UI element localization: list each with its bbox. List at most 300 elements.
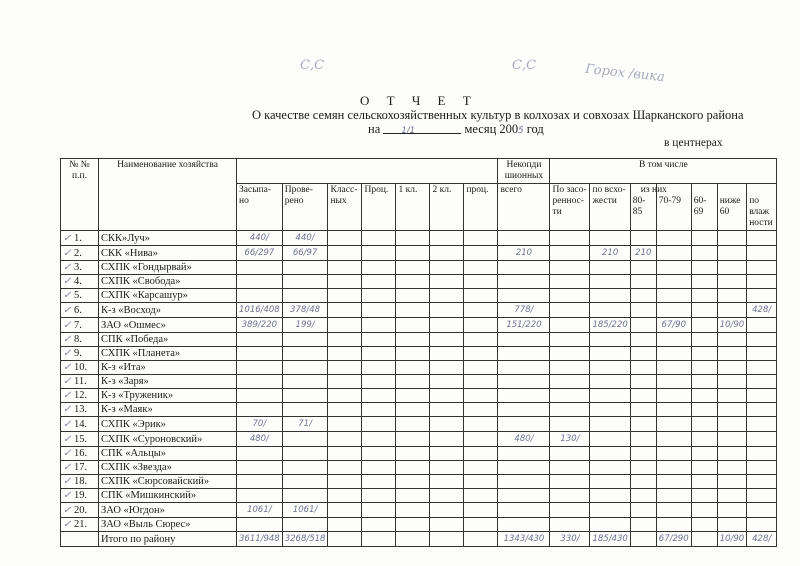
- value-cell: [237, 475, 283, 489]
- value-cell: [237, 275, 283, 289]
- value-cell: 130/: [550, 432, 590, 447]
- value-cell: [237, 389, 283, 403]
- value-cell: [328, 518, 362, 532]
- value-cell: [550, 518, 590, 532]
- value-cell: [430, 461, 464, 475]
- value-cell: [362, 275, 396, 289]
- total-value-cell: [464, 532, 498, 547]
- value-cell: [430, 447, 464, 461]
- value-cell: [498, 347, 550, 361]
- value-cell: [464, 518, 498, 532]
- farm-name: ЗАО «Югдон»: [99, 503, 237, 518]
- value-cell: 10/90: [717, 318, 747, 333]
- value-cell: 199/: [282, 318, 328, 333]
- value-cell: [362, 303, 396, 318]
- value-cell: [362, 447, 396, 461]
- value-cell: [590, 289, 630, 303]
- value-cell: [430, 389, 464, 403]
- value-cell: [498, 518, 550, 532]
- value-cell: [550, 503, 590, 518]
- value-cell: 210: [590, 246, 630, 261]
- value-cell: 1016/408: [237, 303, 283, 318]
- value-cell: 185/220: [590, 318, 630, 333]
- value-cell: [691, 246, 717, 261]
- value-cell: [550, 261, 590, 275]
- value-cell: 378/48: [282, 303, 328, 318]
- value-cell: [747, 503, 777, 518]
- value-cell: [464, 475, 498, 489]
- value-cell: [747, 375, 777, 389]
- value-cell: [237, 361, 283, 375]
- value-cell: [328, 289, 362, 303]
- value-cell: [237, 289, 283, 303]
- value-cell: [630, 361, 656, 375]
- total-value-cell: 10/90: [717, 532, 747, 547]
- value-cell: [396, 389, 430, 403]
- value-cell: [396, 347, 430, 361]
- farm-name: ЗАО «Ошмес»: [99, 318, 237, 333]
- value-cell: [430, 489, 464, 503]
- value-cell: [717, 389, 747, 403]
- value-cell: [717, 447, 747, 461]
- table-row: [61, 361, 777, 375]
- value-cell: [656, 461, 691, 475]
- value-cell: [747, 246, 777, 261]
- row-num: ✓ 13.: [61, 403, 99, 417]
- value-cell: [362, 347, 396, 361]
- value-cell: [590, 417, 630, 432]
- value-cell: [691, 489, 717, 503]
- value-cell: [498, 389, 550, 403]
- value-cell: 440/: [237, 231, 283, 246]
- value-cell: 480/: [498, 432, 550, 447]
- value-cell: [717, 518, 747, 532]
- value-cell: [328, 318, 362, 333]
- value-cell: [747, 361, 777, 375]
- value-cell: [362, 289, 396, 303]
- report-subtitle: О качестве семян сельскохозяйственных культур в колхозах и совхозах Шарканского района: [252, 108, 744, 122]
- value-cell: [464, 447, 498, 461]
- value-cell: [656, 432, 691, 447]
- value-cell: [464, 361, 498, 375]
- value-cell: [396, 361, 430, 375]
- value-cell: [747, 403, 777, 417]
- value-cell: [328, 275, 362, 289]
- value-cell: [282, 518, 328, 532]
- value-cell: [656, 275, 691, 289]
- value-cell: [590, 389, 630, 403]
- header-klass: Класс- ных: [328, 184, 362, 231]
- value-cell: [691, 318, 717, 333]
- row-num: ✓ 14.: [61, 417, 99, 432]
- value-cell: [550, 403, 590, 417]
- value-cell: [396, 417, 430, 432]
- value-cell: [630, 432, 656, 447]
- value-cell: [498, 361, 550, 375]
- value-cell: [550, 303, 590, 318]
- value-cell: 480/: [237, 432, 283, 447]
- value-cell: [550, 361, 590, 375]
- value-cell: [328, 361, 362, 375]
- farm-name: СХПК «Эрик»: [99, 417, 237, 432]
- value-cell: [630, 518, 656, 532]
- value-cell: [328, 375, 362, 389]
- value-cell: [498, 447, 550, 461]
- value-cell: [362, 389, 396, 403]
- farm-name: СПК «Альцы»: [99, 447, 237, 461]
- value-cell: [656, 261, 691, 275]
- value-cell: [747, 261, 777, 275]
- value-cell: [328, 417, 362, 432]
- value-cell: [464, 503, 498, 518]
- value-cell: [691, 275, 717, 289]
- table-total: [61, 532, 777, 547]
- value-cell: [237, 347, 283, 361]
- value-cell: [747, 417, 777, 432]
- value-cell: [747, 389, 777, 403]
- table-header: [61, 159, 777, 231]
- value-cell: [328, 231, 362, 246]
- report-title: О Т Ч Е Т: [360, 93, 478, 108]
- farm-name: СПК «Победа»: [99, 333, 237, 347]
- header-name: Наименование хозяйства: [99, 159, 237, 231]
- value-cell: [656, 417, 691, 432]
- value-cell: [282, 389, 328, 403]
- value-cell: [656, 375, 691, 389]
- value-cell: [328, 246, 362, 261]
- value-cell: [747, 289, 777, 303]
- header-nekond: Некопди шионных: [498, 159, 550, 184]
- table-row: [61, 417, 777, 432]
- value-cell: [328, 347, 362, 361]
- value-cell: [362, 518, 396, 532]
- farm-name: СХПК «Звезда»: [99, 461, 237, 475]
- value-cell: [430, 289, 464, 303]
- value-cell: [691, 461, 717, 475]
- value-cell: [237, 333, 283, 347]
- table-body: [61, 231, 777, 532]
- value-cell: [282, 289, 328, 303]
- total-label: Итого по району: [99, 532, 237, 547]
- units-label: в центнерах: [664, 137, 723, 149]
- value-cell: [550, 475, 590, 489]
- value-cell: [717, 347, 747, 361]
- header-iz-nih: из них: [640, 185, 667, 195]
- value-cell: [430, 275, 464, 289]
- farm-name: СХПК «Суроновский»: [99, 432, 237, 447]
- value-cell: [430, 231, 464, 246]
- value-cell: [717, 231, 747, 246]
- table-row: [61, 246, 777, 261]
- value-cell: [630, 275, 656, 289]
- farm-name: СХПК «Сюрсовайский»: [99, 475, 237, 489]
- value-cell: [656, 303, 691, 318]
- value-cell: [328, 503, 362, 518]
- value-cell: [550, 375, 590, 389]
- value-cell: [498, 375, 550, 389]
- table-row: [61, 375, 777, 389]
- row-num: ✓ 19.: [61, 489, 99, 503]
- value-cell: [630, 375, 656, 389]
- value-cell: [630, 231, 656, 246]
- farm-name: СХПК «Гондырвай»: [99, 261, 237, 275]
- farm-name: СКК «Нива»: [99, 246, 237, 261]
- table-row: [61, 475, 777, 489]
- value-cell: [656, 361, 691, 375]
- value-cell: [717, 403, 747, 417]
- row-num: ✓ 5.: [61, 289, 99, 303]
- header-num: № № п.п.: [61, 159, 99, 231]
- value-cell: [328, 432, 362, 447]
- value-cell: [282, 347, 328, 361]
- value-cell: [717, 261, 747, 275]
- row-num: ✓ 11.: [61, 375, 99, 389]
- total-value-cell: [396, 532, 430, 547]
- value-cell: [656, 518, 691, 532]
- value-cell: [590, 303, 630, 318]
- handwritten-month: 1/1: [401, 126, 416, 136]
- value-cell: [464, 347, 498, 361]
- value-cell: [362, 432, 396, 447]
- value-cell: [362, 375, 396, 389]
- value-cell: 71/: [282, 417, 328, 432]
- value-cell: [550, 489, 590, 503]
- value-cell: [396, 489, 430, 503]
- value-cell: [396, 475, 430, 489]
- value-cell: [498, 261, 550, 275]
- value-cell: [550, 333, 590, 347]
- total-value-cell: 330/: [550, 532, 590, 547]
- value-cell: [498, 231, 550, 246]
- value-cell: [656, 289, 691, 303]
- farm-name: СКК»Луч»: [99, 231, 237, 246]
- value-cell: 440/: [282, 231, 328, 246]
- value-cell: [430, 403, 464, 417]
- value-cell: [328, 389, 362, 403]
- value-cell: [362, 503, 396, 518]
- value-cell: [717, 503, 747, 518]
- row-num: ✓ 17.: [61, 461, 99, 475]
- value-cell: [362, 489, 396, 503]
- value-cell: [717, 489, 747, 503]
- value-cell: [362, 403, 396, 417]
- value-cell: [396, 375, 430, 389]
- value-cell: [430, 246, 464, 261]
- value-cell: [396, 303, 430, 318]
- value-cell: [717, 461, 747, 475]
- total-value-cell: [630, 532, 656, 547]
- value-cell: [282, 461, 328, 475]
- header-po-vskhozh: по всхо- жести: [590, 184, 630, 231]
- value-cell: [630, 489, 656, 503]
- total-value-cell: 1343/430: [498, 532, 550, 547]
- value-cell: [590, 432, 630, 447]
- header-po-zasor: По засо- реннос- ти: [550, 184, 590, 231]
- row-num: ✓ 8.: [61, 333, 99, 347]
- value-cell: [396, 503, 430, 518]
- header-kl2: 2 кл.: [430, 184, 464, 231]
- value-cell: [550, 318, 590, 333]
- value-cell: [717, 289, 747, 303]
- value-cell: [550, 447, 590, 461]
- value-cell: [498, 503, 550, 518]
- value-cell: [282, 261, 328, 275]
- value-cell: [396, 289, 430, 303]
- value-cell: [362, 261, 396, 275]
- row-num: ✓ 15.: [61, 432, 99, 447]
- value-cell: [590, 475, 630, 489]
- value-cell: 67/90: [656, 318, 691, 333]
- value-cell: [362, 231, 396, 246]
- value-cell: [550, 417, 590, 432]
- farm-name: К-з «Восход»: [99, 303, 237, 318]
- value-cell: [237, 518, 283, 532]
- value-cell: [717, 246, 747, 261]
- value-cell: [282, 333, 328, 347]
- row-num: ✓ 16.: [61, 447, 99, 461]
- row-num: ✓ 9.: [61, 347, 99, 361]
- value-cell: [691, 403, 717, 417]
- row-num: ✓ 12.: [61, 389, 99, 403]
- value-cell: [747, 275, 777, 289]
- total-value-cell: 428/: [747, 532, 777, 547]
- value-cell: 210: [630, 246, 656, 261]
- value-cell: [656, 333, 691, 347]
- seed-quality-table: [60, 158, 777, 547]
- value-cell: [282, 375, 328, 389]
- value-cell: [590, 231, 630, 246]
- value-cell: [328, 333, 362, 347]
- table-row: [61, 231, 777, 246]
- value-cell: [630, 475, 656, 489]
- value-cell: [362, 246, 396, 261]
- value-cell: [362, 461, 396, 475]
- value-cell: [430, 375, 464, 389]
- value-cell: [464, 275, 498, 289]
- value-cell: [498, 333, 550, 347]
- table-row: [61, 432, 777, 447]
- table-row: [61, 261, 777, 275]
- value-cell: [691, 361, 717, 375]
- value-cell: [747, 489, 777, 503]
- value-cell: [717, 303, 747, 318]
- table-row: [61, 333, 777, 347]
- value-cell: [498, 461, 550, 475]
- value-cell: [498, 289, 550, 303]
- value-cell: [498, 275, 550, 289]
- value-cell: [396, 461, 430, 475]
- value-cell: [430, 518, 464, 532]
- report-date-line: на 1/1 месяц 2005 год: [368, 122, 544, 136]
- value-cell: [630, 333, 656, 347]
- row-num: ✓ 7.: [61, 318, 99, 333]
- value-cell: [717, 475, 747, 489]
- total-value-cell: [430, 532, 464, 547]
- value-cell: [691, 447, 717, 461]
- value-cell: [717, 432, 747, 447]
- row-num: ✓ 18.: [61, 475, 99, 489]
- value-cell: [590, 275, 630, 289]
- value-cell: [630, 447, 656, 461]
- farm-name: К-з «Ита»: [99, 361, 237, 375]
- value-cell: [430, 475, 464, 489]
- total-value-cell: 3611/948: [237, 532, 283, 547]
- value-cell: [498, 403, 550, 417]
- value-cell: [464, 461, 498, 475]
- value-cell: [430, 261, 464, 275]
- value-cell: [328, 489, 362, 503]
- value-cell: [464, 389, 498, 403]
- farm-name: К-з «Маяк»: [99, 403, 237, 417]
- value-cell: [747, 231, 777, 246]
- value-cell: [590, 447, 630, 461]
- value-cell: [590, 503, 630, 518]
- value-cell: [362, 417, 396, 432]
- value-cell: [550, 275, 590, 289]
- table-row: [61, 489, 777, 503]
- value-cell: [656, 503, 691, 518]
- value-cell: [328, 447, 362, 461]
- row-num: ✓ 21.: [61, 518, 99, 532]
- value-cell: [396, 275, 430, 289]
- value-cell: [630, 461, 656, 475]
- value-cell: [747, 447, 777, 461]
- row-num: ✓ 3.: [61, 261, 99, 275]
- value-cell: [430, 417, 464, 432]
- header-nizhe60: ниже 60: [717, 184, 747, 231]
- value-cell: 1061/: [237, 503, 283, 518]
- value-cell: [691, 518, 717, 532]
- value-cell: [430, 503, 464, 518]
- value-cell: 70/: [237, 417, 283, 432]
- value-cell: [691, 475, 717, 489]
- value-cell: [590, 261, 630, 275]
- value-cell: 210: [498, 246, 550, 261]
- value-cell: [691, 303, 717, 318]
- value-cell: [464, 489, 498, 503]
- value-cell: [498, 489, 550, 503]
- value-cell: [747, 518, 777, 532]
- value-cell: [691, 347, 717, 361]
- value-cell: 389/220: [237, 318, 283, 333]
- row-num: ✓ 6.: [61, 303, 99, 318]
- total-value-cell: [691, 532, 717, 547]
- value-cell: [550, 289, 590, 303]
- header-provereno: Прове- рено: [282, 184, 328, 231]
- value-cell: [630, 417, 656, 432]
- value-cell: [430, 303, 464, 318]
- value-cell: [717, 417, 747, 432]
- value-cell: [691, 417, 717, 432]
- value-cell: [656, 447, 691, 461]
- value-cell: [656, 389, 691, 403]
- row-num: ✓ 4.: [61, 275, 99, 289]
- value-cell: [747, 432, 777, 447]
- farm-name: СПК «Мишкинский»: [99, 489, 237, 503]
- value-cell: [396, 447, 430, 461]
- value-cell: [590, 403, 630, 417]
- value-cell: 66/297: [237, 246, 283, 261]
- value-cell: 151/220: [498, 318, 550, 333]
- value-cell: [464, 303, 498, 318]
- farm-name: ЗАО «Выль Сюрес»: [99, 518, 237, 532]
- value-cell: [656, 347, 691, 361]
- value-cell: [656, 246, 691, 261]
- value-cell: [464, 333, 498, 347]
- table-row: [61, 461, 777, 475]
- value-cell: 66/97: [282, 246, 328, 261]
- row-num: ✓ 1.: [61, 231, 99, 246]
